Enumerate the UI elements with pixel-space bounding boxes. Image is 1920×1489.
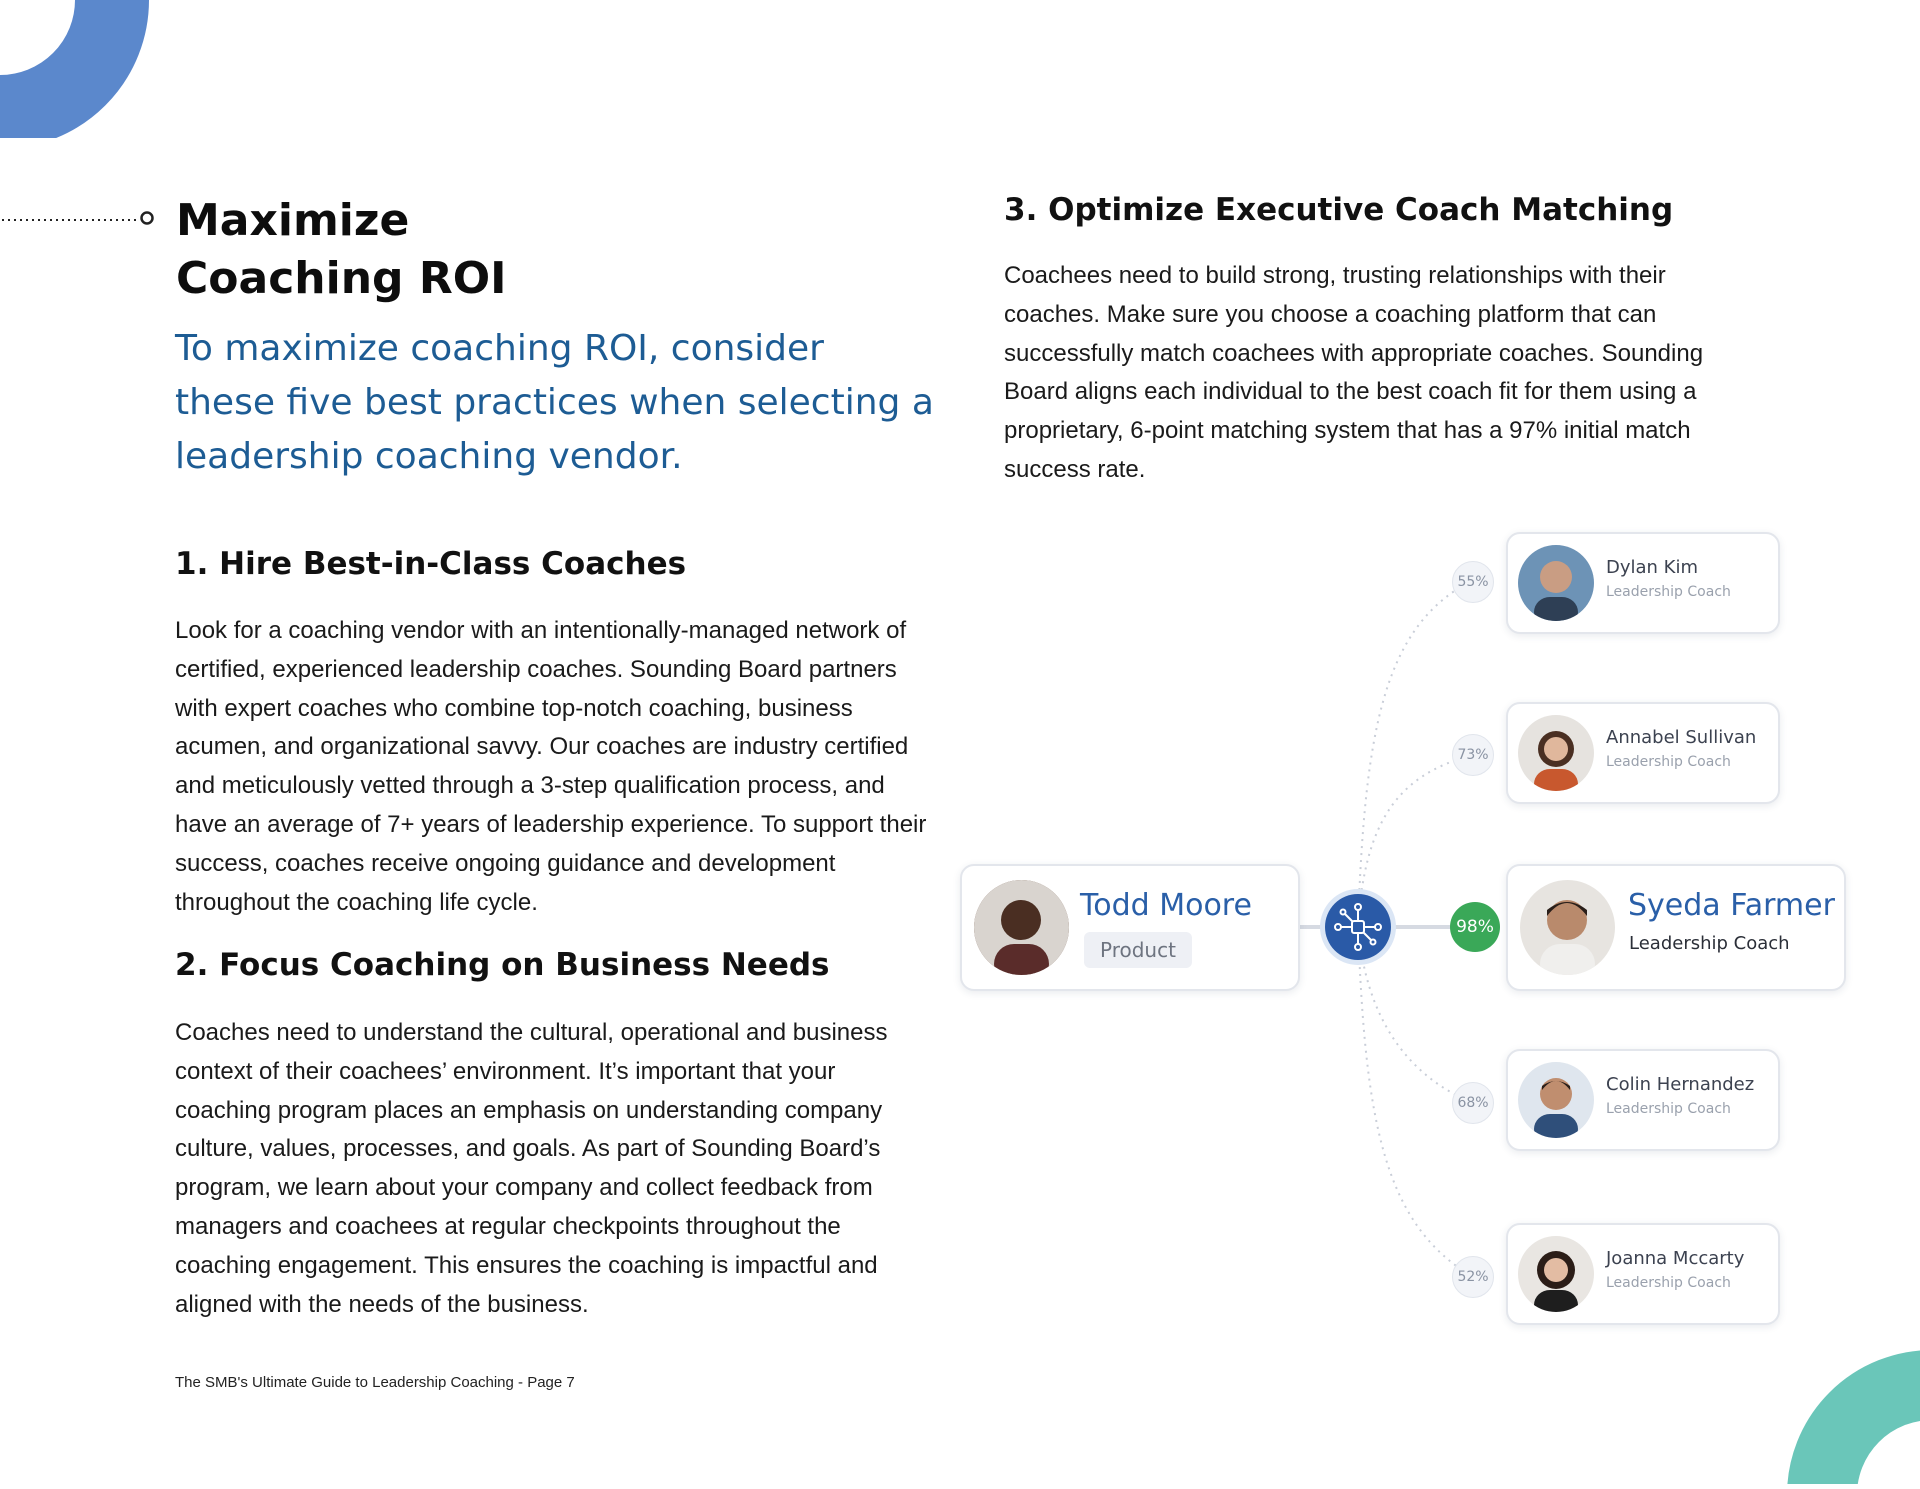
coach-1-match-percent: 55%: [1452, 561, 1494, 603]
matching-hub: [1325, 894, 1391, 960]
section-3-body: Coachees need to build strong, trusting relationships with their coaches. Make sure you choose a coaching platform that can successfully match coachees with appropriate coaches. Sounding Board aligns each individual to the best coach fit for them using a proprietary, 6-point matching system that has a 97% initial match success rate.: [1004, 262, 1704, 483]
coach-card-3: [1506, 1049, 1780, 1151]
page-footer: The SMB's Ultimate Guide to Leadership Coaching - Page 7: [175, 1374, 575, 1391]
decorative-ring-top: [0, 0, 293, 138]
coach-1-name: Dylan Kim: [1606, 557, 1699, 578]
coach-4-name: Joanna Mccarty: [1606, 1248, 1745, 1269]
section-2-heading: 2. Focus Coaching on Business Needs: [175, 947, 830, 983]
coachee-avatar: [974, 880, 1069, 975]
coach-2-role: Leadership Coach: [1606, 754, 1731, 770]
section-2-body: Coaches need to understand the cultural, operational and business context of their coachees’ environment. It’s important that your coaching program places an emphasis on understanding company culture, values, processes, and goals. As part of Sounding Board’s program, we learn about your company and collect feedback from managers and coachees at regular checkpoints throughout the coaching engagement. This ensures the coaching is impactful and aligned with the needs of the business.: [175, 1019, 888, 1318]
coachee-name: Todd Moore: [1080, 888, 1252, 923]
coach-4-match-percent: 52%: [1452, 1256, 1494, 1298]
best-match-avatar: [1520, 880, 1615, 975]
best-match-name: Syeda Farmer: [1628, 888, 1835, 923]
best-match-percent: 98%: [1450, 902, 1500, 952]
page-title: [176, 192, 776, 308]
coach-matching-diagram: [955, 525, 1855, 1335]
coach-2-name: Annabel Sullivan: [1606, 727, 1757, 748]
section-1-heading: 1. Hire Best-in-Class Coaches: [175, 546, 687, 582]
coachee-department-tag: Product: [1084, 932, 1192, 968]
page-subtitle: To maximize coaching ROI, consider these five best practices when selecting a leadership coaching vendor.: [175, 328, 934, 477]
coach-card-4: [1506, 1223, 1780, 1325]
section-3-heading: 3. Optimize Executive Coach Matching: [1004, 192, 1674, 228]
coach-2-avatar: [1518, 715, 1594, 791]
pointer-dot: [137, 208, 157, 228]
best-match-role: Leadership Coach: [1629, 933, 1790, 954]
dotted-pointer-line: [0, 215, 140, 225]
coach-card-1: [1506, 532, 1780, 634]
coach-1-avatar: [1518, 545, 1594, 621]
coach-3-match-percent: 68%: [1452, 1082, 1494, 1124]
coach-4-role: Leadership Coach: [1606, 1275, 1731, 1291]
page-title-line-1: Maximize: [176, 195, 410, 246]
decorative-ring-bottom: [1787, 1350, 1920, 1489]
coach-2-match-percent: 73%: [1452, 734, 1494, 776]
coach-4-avatar: [1518, 1236, 1594, 1312]
coach-3-name: Colin Hernandez: [1606, 1074, 1755, 1095]
coachee-card: [960, 864, 1300, 991]
page-title-line-2: Coaching ROI: [176, 253, 507, 304]
coach-3-avatar: [1518, 1062, 1594, 1138]
section-1-body: Look for a coaching vendor with an intentionally-managed network of certified, experienced leadership coaches. Sounding Board partners with expert coaches who combine top-notch coaching, business acumen, and organizational savvy. Our coaches are industry certified and meticulously vetted through a 3-step qualification process, and have an average of 7+ years of leadership experience. To support their success, coaches receive ongoing guidance and development throughout the coaching life cycle.: [175, 617, 927, 916]
best-match-card: [1506, 864, 1846, 991]
coach-card-2: [1506, 702, 1780, 804]
coach-3-role: Leadership Coach: [1606, 1101, 1731, 1117]
network-icon: [1325, 894, 1391, 960]
coach-1-role: Leadership Coach: [1606, 584, 1731, 600]
